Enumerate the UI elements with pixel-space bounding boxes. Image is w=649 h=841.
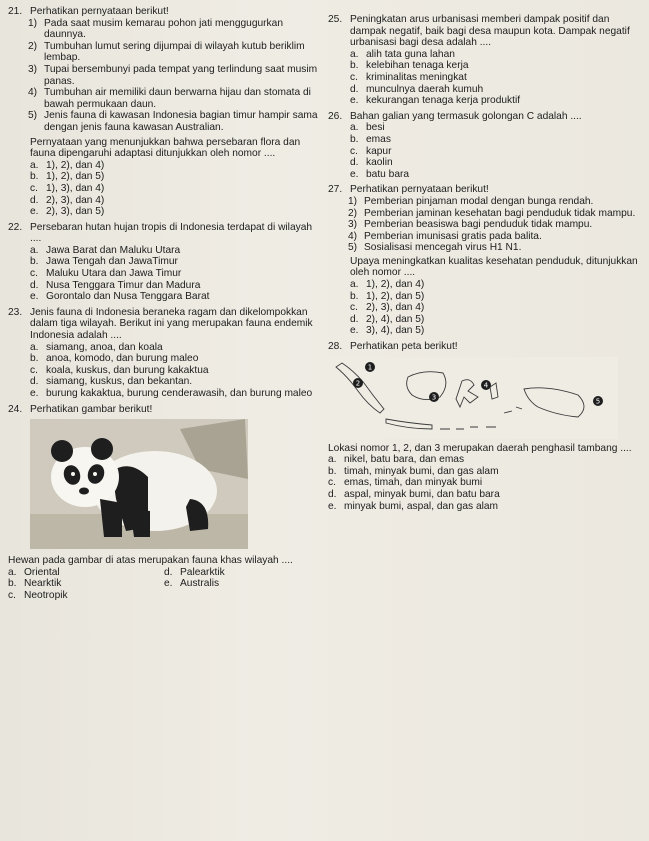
question-number: 26. xyxy=(328,110,343,122)
statement-item: 5) Jenis fauna di kawasan Indonesia bagian timur hampir sama dengan jenis fauna kawasan Australian. xyxy=(28,110,318,133)
map-illustration xyxy=(328,357,618,439)
question-26 xyxy=(328,111,644,181)
option-b[interactable]: b. emas xyxy=(350,133,391,145)
option-d[interactable]: d. kaolin xyxy=(350,157,393,169)
map-marker-5-label: 5 xyxy=(595,397,601,406)
option-a[interactable]: a. Jawa Barat dan Maluku Utara xyxy=(30,244,181,256)
option-e[interactable]: e. 2), 3), dan 5) xyxy=(30,206,105,218)
option-c[interactable]: c. 1), 3), dan 4) xyxy=(30,182,105,194)
question-number: 27. xyxy=(328,184,343,196)
option-a[interactable]: a. alih tata guna lahan xyxy=(350,48,455,60)
question-27 xyxy=(328,184,644,337)
question-23 xyxy=(8,307,320,400)
question-text: Bahan galian yang termasuk golongan C adalah .... xyxy=(350,110,582,122)
statement-item: 1) Pemberian pinjaman modal dengan bunga rendah. xyxy=(348,195,594,207)
statement-item: 5) Sosialisasi mencegah virus H1 N1. xyxy=(348,242,522,254)
statement-item: 1) Pada saat musim kemarau pohon jati menggugurkan daunnya. xyxy=(28,17,283,41)
option-d[interactable]: d. aspal, minyak bumi, dan batu bara xyxy=(328,489,500,500)
question-24 xyxy=(8,404,320,602)
option-a[interactable]: a. 1), 2), dan 4) xyxy=(350,279,425,291)
question-text: Peningkatan arus urbanisasi memberi dampak positif dan dampak negatif, baik bagi desa maupun kota. Dampak negatif urbanisasi bagi desa adalah .... xyxy=(350,14,630,49)
question-number: 21. xyxy=(8,6,23,17)
option-b[interactable]: b. anoa, komodo, dan burung maleo xyxy=(30,353,199,365)
option-c[interactable]: c. kriminalitas meningkat xyxy=(350,71,467,83)
question-number: 28. xyxy=(328,341,343,353)
question-text: Pernyataan yang menunjukkan bahwa persebaran flora dan fauna dipengaruhi adaptasi ditunjukkan oleh nomor .... xyxy=(30,136,301,160)
option-a[interactable]: a. siamang, anoa, dan koala xyxy=(30,341,163,353)
option-a[interactable]: a. besi xyxy=(350,122,385,134)
option-a[interactable]: a. Oriental xyxy=(8,566,60,578)
option-a[interactable]: a. nikel, batu bara, dan emas xyxy=(328,454,465,466)
question-number: 24. xyxy=(8,403,23,415)
option-c[interactable]: c. koala, kuskus, dan burung kakaktua xyxy=(30,364,209,376)
question-intro: Perhatikan pernyataan berikut! xyxy=(30,6,169,17)
option-d[interactable]: d. Nusa Tenggara Timur dan Madura xyxy=(30,279,201,291)
panda-photo xyxy=(30,419,248,549)
statement-item: 4) Pemberian imunisasi gratis pada balita. xyxy=(348,230,542,242)
option-list xyxy=(30,160,320,218)
statement-item: 4) Tumbuhan air memiliki daun berwarna hijau dan stomata di bawah permukaan daun. xyxy=(28,87,311,110)
question-intro: Perhatikan pernyataan berikut! xyxy=(350,184,489,196)
option-list xyxy=(30,342,320,400)
option-c[interactable]: c. emas, timah, dan minyak bumi xyxy=(328,477,483,489)
question-text: Jenis fauna di Indonesia beraneka ragam dan dikelompokkan dalam tiga wilayah. Berikut ini yang merupakan fauna endemik Indonesia adalah .... xyxy=(30,306,313,342)
question-text: Persebaran hutan hujan tropis di Indonesia terdapat di wilayah .... xyxy=(30,221,313,245)
option-list xyxy=(350,49,644,107)
left-column xyxy=(8,6,320,606)
question-text: Lokasi nomor 1, 2, dan 3 merupakan daerah penghasil tambang .... xyxy=(328,442,632,454)
option-d[interactable]: d. 2), 3), dan 4) xyxy=(30,194,105,206)
question-number: 25. xyxy=(328,14,343,25)
option-e[interactable]: e. Australis xyxy=(164,578,220,590)
option-d[interactable]: d. 2), 4), dan 5) xyxy=(350,313,425,325)
option-c[interactable]: c. 2), 3), dan 4) xyxy=(350,302,425,314)
option-e[interactable]: e. burung kakaktua, burung cenderawasih, dan burung maleo xyxy=(30,388,313,399)
option-c[interactable]: c. kapur xyxy=(350,145,392,157)
panda-illustration xyxy=(30,419,248,549)
option-b[interactable]: b. Jawa Tengah dan JawaTimur xyxy=(30,256,178,268)
option-list xyxy=(350,122,644,180)
question-intro: Perhatikan peta berikut! xyxy=(350,341,458,353)
question-25 xyxy=(328,14,644,107)
question-28 xyxy=(328,341,644,512)
option-b[interactable]: b. kelebihan tenaga kerja xyxy=(350,60,469,72)
option-c[interactable]: c. Maluku Utara dan Jawa Timur xyxy=(30,268,182,280)
statement-item: 2) Tumbuhan lumut sering dijumpai di wilayah kutub beriklim lembap. xyxy=(28,40,305,64)
option-e[interactable]: e. batu bara xyxy=(350,168,410,180)
question-text: Hewan pada gambar di atas merupakan fauna khas wilayah .... xyxy=(8,555,293,567)
option-b[interactable]: b. 1), 2), dan 5) xyxy=(30,171,105,183)
statement-item: 3) Pemberian beasiswa bagi penduduk tidak mampu. xyxy=(348,219,593,231)
statement-list xyxy=(28,18,320,134)
question-21 xyxy=(8,6,320,218)
map-marker-3-label: 3 xyxy=(431,393,437,402)
indonesia-map xyxy=(328,357,618,439)
option-d[interactable]: d. siamang, kuskus, dan bekantan. xyxy=(30,376,193,388)
option-b[interactable]: b. timah, minyak bumi, dan gas alam xyxy=(328,465,499,477)
option-e[interactable]: e. Gorontalo dan Nusa Tenggara Barat xyxy=(30,291,210,303)
option-list xyxy=(8,567,320,602)
question-intro: Perhatikan gambar berikut! xyxy=(30,403,153,415)
statement-item: 3) Tupai bersembunyi pada tempat yang terlindung saat musim panas. xyxy=(28,63,318,87)
option-a[interactable]: a. 1), 2), dan 4) xyxy=(30,159,105,171)
map-marker-4-label: 4 xyxy=(483,381,489,390)
question-number: 22. xyxy=(8,221,23,233)
option-b[interactable]: b. Nearktik xyxy=(8,578,62,590)
map-marker-1-label: 1 xyxy=(367,363,373,372)
option-d[interactable]: d. munculnya daerah kumuh xyxy=(350,83,484,95)
question-number: 23. xyxy=(8,306,23,318)
question-22 xyxy=(8,222,320,303)
right-column xyxy=(328,14,644,516)
option-b[interactable]: b. 1), 2), dan 5) xyxy=(350,290,425,302)
option-e[interactable]: e. minyak bumi, aspal, dan gas alam xyxy=(328,500,499,512)
map-marker-2-label: 2 xyxy=(355,379,361,388)
option-list xyxy=(328,454,644,512)
question-text: Upaya meningkatkan kualitas kesehatan penduduk, ditunjukkan oleh nomor .... xyxy=(350,255,638,279)
option-d[interactable]: d. Palearktik xyxy=(164,566,225,578)
statement-list xyxy=(348,196,644,254)
option-e[interactable]: e. 3), 4), dan 5) xyxy=(350,325,425,337)
option-list xyxy=(350,279,644,337)
option-list xyxy=(30,245,320,303)
option-c[interactable]: c. Neotropik xyxy=(8,589,68,601)
statement-item: 2) Pemberian jaminan kesehatan bagi penduduk tidak mampu. xyxy=(348,207,636,219)
option-e[interactable]: e. kekurangan tenaga kerja produktif xyxy=(350,95,521,107)
